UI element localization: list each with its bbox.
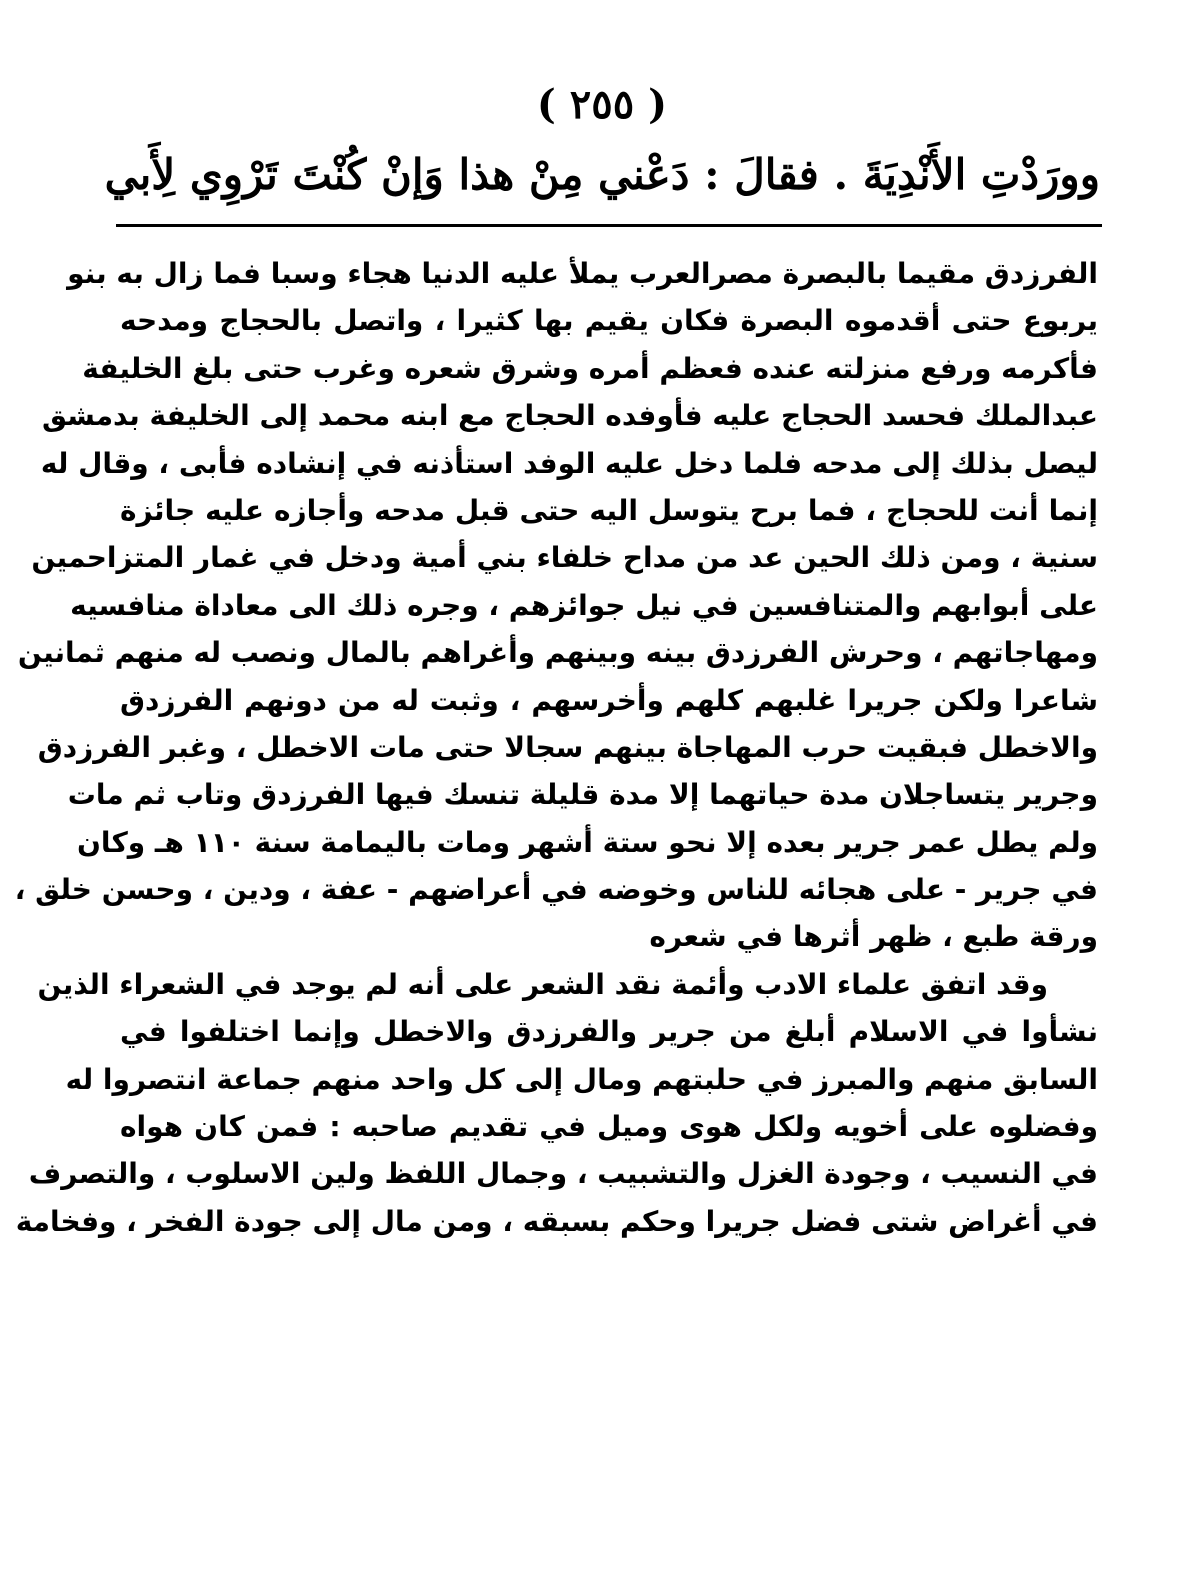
text-line: ليصل بذلك إلى مدحه فلما دخل عليه الوفد استأذنه في إنشاده فأبى ، وقال له bbox=[40, 446, 1098, 480]
text-line: في جرير - على هجائه للناس وخوضه في أعراضهم - عفة ، ودين ، وحسن خلق ، bbox=[14, 873, 1098, 907]
text-line: ولم يطل عمر جرير بعده إلا نحو ستة أشهر ومات باليمامة سنة ١١٠ هـ وكان bbox=[77, 825, 1098, 859]
text-line: ورقة طبع ، ظهر أثرها في شعره bbox=[649, 920, 1098, 954]
text-line: فأكرمه ورفع منزلته عنده فعظم أمره وشرق شعره وغرب حتى بلغ الخليفة bbox=[82, 351, 1098, 385]
text-line: السابق منهم والمبرز في حلبتهم ومال إلى كل واحد منهم جماعة انتصروا له bbox=[65, 1062, 1098, 1096]
text-line: ومهاجاتهم ، وحرش الفرزدق بينه وبينهم وأغراهم بالمال ونصب له منهم ثمانين bbox=[17, 636, 1098, 670]
page-number: ( ٢٥٥ ) bbox=[536, 81, 668, 128]
text-line: الفرزدق مقيما بالبصرة مصرالعرب يملأ عليه الدنيا هجاء وسبا فما زال به بنو bbox=[67, 257, 1098, 290]
text-line: في النسيب ، وجودة الغزل والتشبيب ، وجمال اللفظ ولين الاسلوب ، والتصرف bbox=[28, 1157, 1098, 1191]
text-line: على أبوابهم والمتنافسين في نيل جوائزهم ، وجره ذلك الى معاداة منافسيه bbox=[70, 588, 1098, 622]
text-line: عبدالملك فحسد الحجاج عليه فأوفده الحجاج مع ابنه محمد إلى الخليفة بدمشق bbox=[41, 399, 1098, 433]
text-line: وفضلوه على أخويه ولكل هوى وميل في تقديم صاحبه : فمن كان هواه bbox=[120, 1110, 1098, 1144]
text-line: نشأوا في الاسلام أبلغ من جرير والفرزدق والاخطل وإنما اختلفوا في bbox=[120, 1015, 1098, 1049]
text-line: إنما أنت للحجاج ، فما برح يتوسل اليه حتى قبل مدحه وأجازه عليه جائزة bbox=[120, 493, 1098, 527]
text-line: في أغراض شتى فضل جريرا وحكم بسبقه ، ومن مال إلى جودة الفخر ، وفخامة bbox=[15, 1204, 1098, 1238]
text-line: يربوع حتى أقدموه البصرة فكان يقيم بها كثيرا ، واتصل بالحجاج ومدحه bbox=[120, 304, 1098, 338]
text-line: شاعرا ولكن جريرا غلبهم كلهم وأخرسهم ، وثبت له من دونهم الفرزدق bbox=[120, 683, 1098, 717]
body-text bbox=[14, 250, 1098, 1245]
verse-line: وورَدْتِ الأَنْدِيَةَ . فقالَ : دَعْني مِنْ هذا وَإنْ كُنْتَ تَرْوِي لِأَبي bbox=[104, 150, 1100, 199]
text-line: وقد اتفق علماء الادب وأئمة نقد الشعر على أنه لم يوجد في الشعراء الذين bbox=[37, 967, 1048, 1001]
text-line: سنية ، ومن ذلك الحين عد من مداح خلفاء بني أمية ودخل في غمار المتزاحمين bbox=[31, 541, 1098, 575]
text-line: وجرير يتساجلان مدة حياتهما إلا مدة قليلة تنسك فيها الفرزدق وتاب ثم مات bbox=[67, 778, 1098, 812]
text-line: والاخطل فبقيت حرب المهاجاة بينهم سجالا حتى مات الاخطل ، وغبر الفرزدق bbox=[37, 730, 1098, 764]
divider-rule bbox=[116, 224, 1102, 227]
